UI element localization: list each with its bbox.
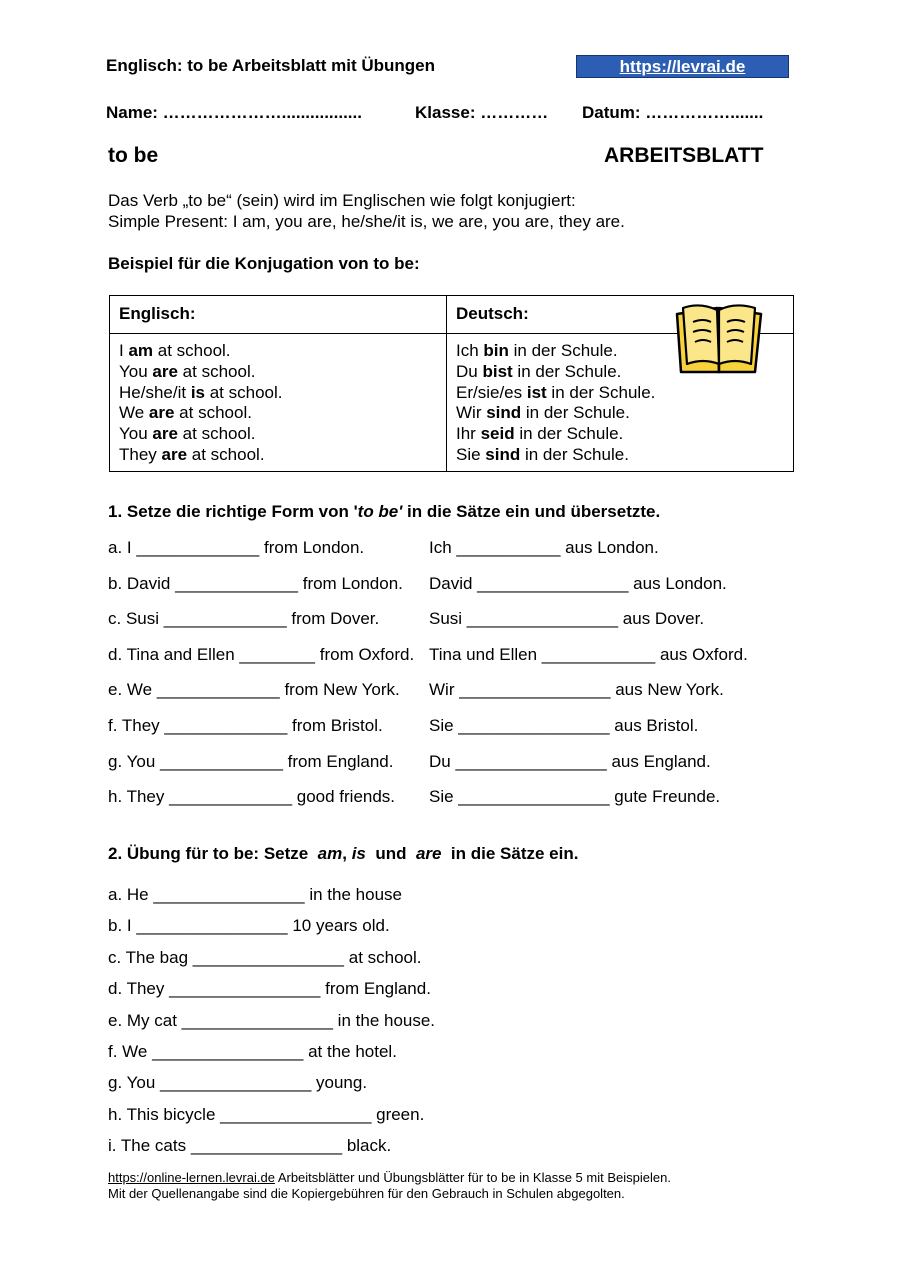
exercise-2-item: g. You ________________ young. <box>108 1073 368 1092</box>
english-example-row: He/she/it is at school. <box>119 382 283 402</box>
exercise-1-item-de: Wir ________________ aus New York. <box>429 680 724 699</box>
page-topic: to be <box>108 144 159 167</box>
exercise-1-item-en: d. Tina and Ellen ________ from Oxford. <box>108 645 415 664</box>
exercise-2-item: e. My cat ________________ in the house. <box>108 1011 436 1030</box>
german-example-row: Du bist in der Schule. <box>456 361 622 381</box>
english-example-row: You are at school. <box>119 361 256 381</box>
worksheet-header-title: Englisch: to be Arbeitsblatt mit Übungen <box>106 56 435 75</box>
exercise-1-item-en: f. They _____________ from Bristol. <box>108 716 383 735</box>
exercise-1-item-de: Sie ________________ gute Freunde. <box>429 787 721 806</box>
exercise-2-item: i. The cats ________________ black. <box>108 1136 392 1155</box>
footer-line-2: Mit der Quellenangabe sind die Kopiergebühren für den Gebrauch in Schulen abgegolten. <box>108 1186 625 1201</box>
exercise-2-item: f. We ________________ at the hotel. <box>108 1042 397 1061</box>
site-link-box[interactable] <box>576 55 789 78</box>
exercise-1-item-en: b. David _____________ from London. <box>108 574 403 593</box>
english-example-row: We are at school. <box>119 403 252 423</box>
german-example-row: Ich bin in der Schule. <box>456 341 618 360</box>
footer-link[interactable]: https://online-lernen.levrai.de <box>108 1170 275 1185</box>
page-title: ARBEITSBLATT <box>604 144 764 167</box>
english-examples <box>110 334 447 472</box>
exercise-1-heading: 1. Setze die richtige Form von 'to be' in die Sätze ein und übersetzte. <box>108 502 661 521</box>
exercise-1-item-de: David ________________ aus London. <box>429 574 727 593</box>
exercise-1-item-en: e. We _____________ from New York. <box>108 680 400 699</box>
exercise-1-item-de: Susi ________________ aus Dover. <box>429 609 705 628</box>
exercise-2-heading: 2. Übung für to be: Setze am, is und are in die Sätze ein. <box>108 844 579 863</box>
datum-field: Datum: ……………....... <box>582 103 764 122</box>
klasse-field: Klasse: ………… <box>415 103 549 122</box>
exercise-1-item-en: c. Susi _____________ from Dover. <box>108 609 380 628</box>
exercise-1-item-de: Tina und Ellen ____________ aus Oxford. <box>429 645 748 664</box>
exercise-1-item-de: Ich ___________ aus London. <box>429 538 659 557</box>
exercise-2-item: d. They ________________ from England. <box>108 979 431 998</box>
exercise-2-item: c. The bag ________________ at school. <box>108 948 422 967</box>
exercise-1-item-de: Sie ________________ aus Bristol. <box>429 716 699 735</box>
col-header-deutsch: Deutsch: <box>447 296 794 334</box>
exercise-1-item-de: Du ________________ aus England. <box>429 752 711 771</box>
german-example-row: Er/sie/es ist in der Schule. <box>456 382 656 402</box>
col-header-englisch: Englisch: <box>110 296 447 334</box>
exercise-1-item-en: h. They _____________ good friends. <box>108 787 396 806</box>
intro-line-1: Das Verb „to be“ (sein) wird im Englischen wie folgt konjugiert: <box>108 191 576 210</box>
exercise-1-item-en: g. You _____________ from England. <box>108 752 394 771</box>
english-example-row: I am at school. <box>119 341 231 360</box>
site-link[interactable]: https://levrai.de <box>619 57 746 76</box>
german-example-row: Ihr seid in der Schule. <box>456 424 624 444</box>
english-example-row: They are at school. <box>119 444 265 464</box>
exercise-2-item: b. I ________________ 10 years old. <box>108 916 390 935</box>
open-book-icon <box>673 300 765 380</box>
english-example-row: You are at school. <box>119 424 256 444</box>
exercise-2-item: h. This bicycle ________________ green. <box>108 1105 425 1124</box>
intro-line-2: Simple Present: I am, you are, he/she/it is, we are, you are, they are. <box>108 212 625 231</box>
german-example-row: Wir sind in der Schule. <box>456 403 630 423</box>
footer-line-1: https://online-lernen.levrai.de Arbeitsblätter und Übungsblätter für to be in Klasse 5 mit Beispielen. <box>108 1170 671 1185</box>
exercise-2-item: a. He ________________ in the house <box>108 885 402 904</box>
example-heading: Beispiel für die Konjugation von to be: <box>108 254 420 273</box>
exercise-1-item-en: a. I _____________ from London. <box>108 538 365 557</box>
german-example-row: Sie sind in der Schule. <box>456 444 629 464</box>
name-field: Name: …………………................. <box>106 103 362 122</box>
